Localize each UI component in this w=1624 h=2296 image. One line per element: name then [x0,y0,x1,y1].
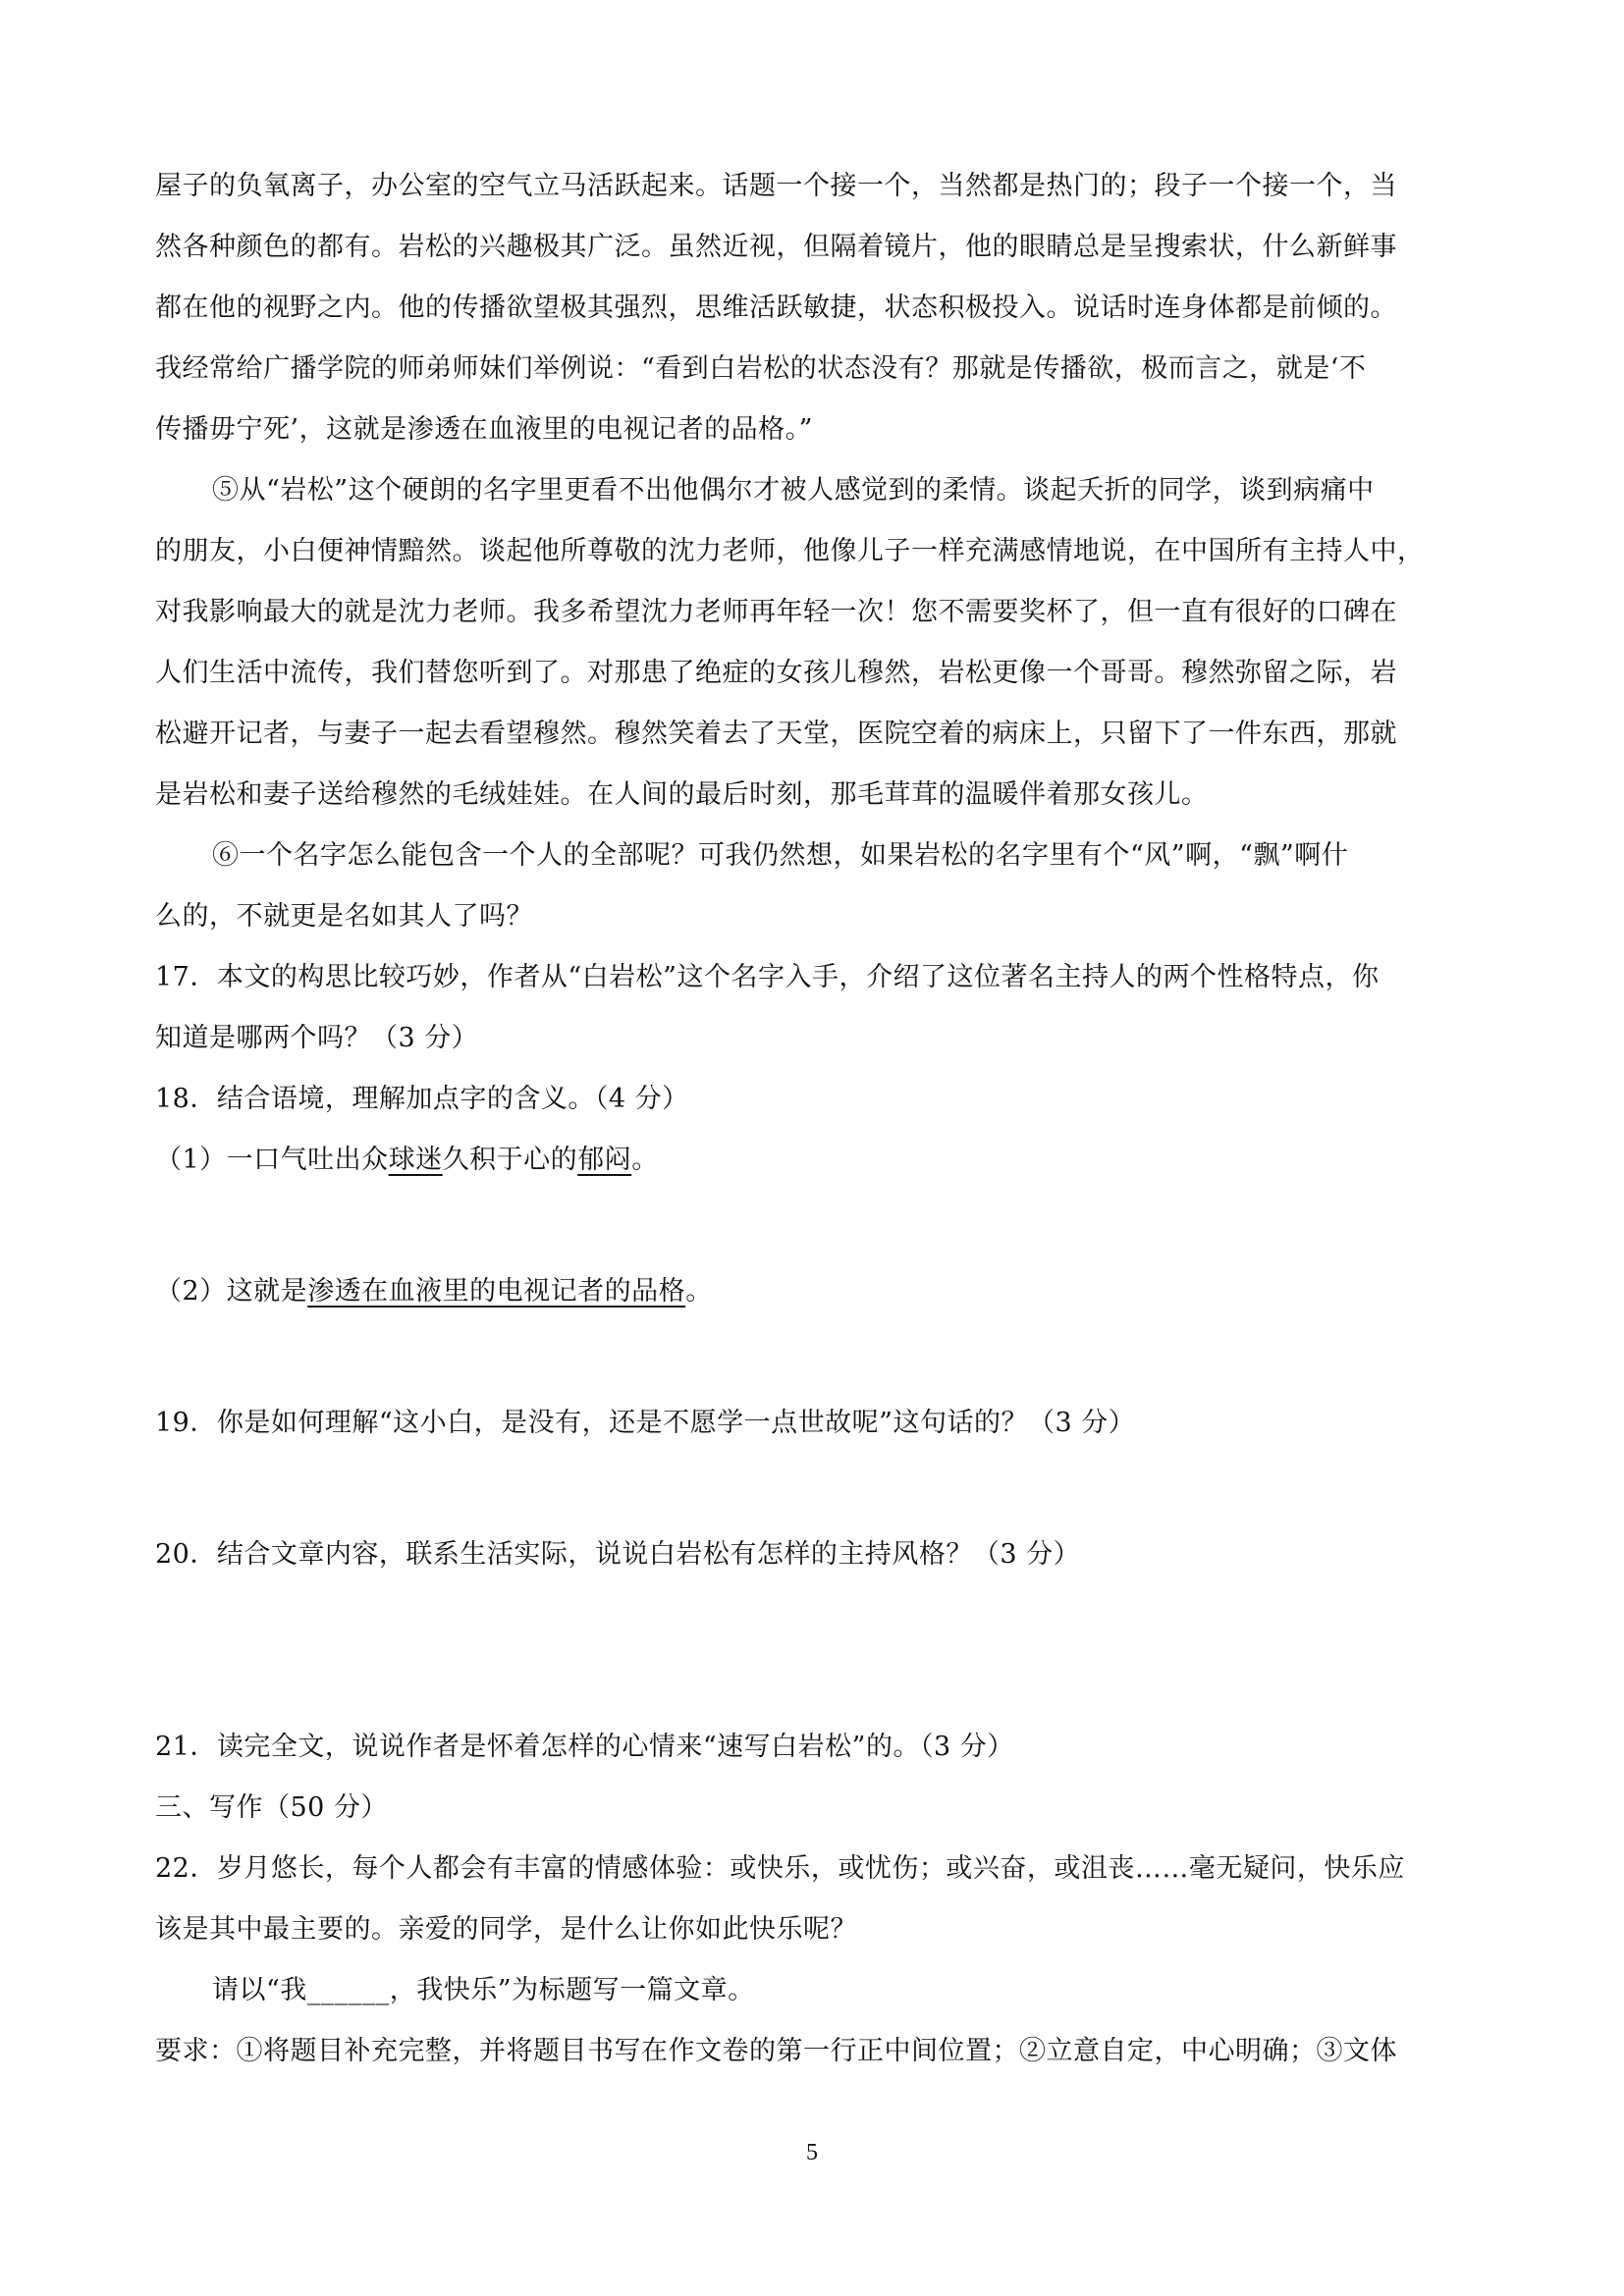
para5-line: ⑤从“岩松”这个硬朗的名字里更看不出他偶尔才被人感觉到的柔情。谈起夭折的同学，谈到病痛中 [212,475,1375,506]
para4-line: 然各种颜色的都有。岩松的兴趣极其广泛。虽然近视，但隔着镜片，他的眼睛总是呈搜索状，什么新鲜事 [155,232,1397,262]
writing-heading: 三、写作（50 分） [155,1792,388,1823]
para4-line: 屋子的负氧离子，办公室的空气立马活跃起来。话题一个接一个，当然都是热门的；段子一个接一个，当 [155,171,1397,201]
question-19: 19．你是如何理解“这小白，是没有，还是不愿学一点世故呢”这句话的？（3 分） [155,1408,1136,1438]
q18-1-text: 久积于心的 [442,1145,578,1175]
para5-line: 的朋友，小白便神情黯然。谈起他所尊敬的沈力老师，他像儿子一样充满感情地说，在中国所有主持人中， [155,536,1425,566]
question-22: 22．岁月悠长，每个人都会有丰富的情感体验：或快乐，或忧伤；或兴奋，或沮丧……毫无疑问，快乐应 [155,1853,1405,1884]
q18-1-text: 。 [631,1145,659,1175]
question-17: 17．本文的构思比较巧妙，作者从“白岩松”这个名字入手，介绍了这位著名主持人的两个性格特点，你 [155,962,1380,992]
q18-2-text: （2）这就是 [155,1276,308,1307]
para4-line: 我经常给广播学院的师弟师妹们举例说：“看到白岩松的状态没有？那就是传播欲，极而言之，就是‘不 [155,353,1367,384]
para5-line: 是岩松和妻子送给穆然的毛绒娃娃。在人间的最后时刻，那毛茸茸的温暖伴着那女孩儿。 [155,779,1209,810]
q18-2-underlined-phrase: 渗透在血液里的电视记者的品格 [307,1276,686,1307]
question-18: 18．结合语境，理解加点字的含义。（4 分） [155,1084,689,1114]
para5-line: 对我影响最大的就是沈力老师。我多希望沈力老师再年轻一次！您不需要奖杯了，但一直有很好的口碑在 [155,597,1397,627]
question-17-cont: 知道是哪两个吗？（3 分） [155,1023,479,1053]
para6-line: 么的，不就更是名如其人了吗？ [155,901,533,932]
para4-line: 都在他的视野之内。他的传播欲望极其强烈，思维活跃敏捷，状态积极投入。说话时连身体都是前倾的。 [155,293,1397,323]
q18-1-underlined-word: 球迷 [388,1145,443,1175]
page-number: 5 [806,2140,818,2165]
question-22-cont: 该是其中最主要的。亲爱的同学，是什么让你如此快乐呢？ [155,1914,857,1945]
question-21: 21．读完全文，说说作者是怀着怎样的心情来“速写白岩松”的。（3 分） [155,1732,1014,1762]
essay-requirements: 要求：①将题目补充完整，并将题目书写在作文卷的第一行正中间位置；②立意自定，中心明确；③文体 [155,2036,1397,2066]
q18-1-text: （1）一口气吐出众 [155,1145,389,1175]
question-20: 20．结合文章内容，联系生活实际，说说白岩松有怎样的主持风格？（3 分） [155,1539,1081,1570]
question-18-1 [155,1143,1490,1178]
para5-line: 松避开记者，与妻子一起去看望穆然。穆然笑着去了天堂，医院空着的病床上，只留下了一件东西，那就 [155,719,1397,749]
essay-prompt: 请以“我______，我快乐”为标题写一篇文章。 [212,1975,755,2005]
para5-line: 人们生活中流传，我们替您听到了。对那患了绝症的女孩儿穆然，岩松更像一个哥哥。穆然弥留之际，岩 [155,658,1397,688]
para6-line: ⑥一个名字怎么能包含一个人的全部呢？可我仍然想，如果岩松的名字里有个“风”啊，“飘”啊什 [212,840,1349,871]
q18-1-underlined-word: 郁闷 [577,1145,632,1175]
question-18-2 [155,1274,1490,1309]
q18-2-text: 。 [685,1276,713,1307]
para4-line: 传播毋宁死’，这就是渗透在血液里的电视记者的品格。” [155,414,813,445]
